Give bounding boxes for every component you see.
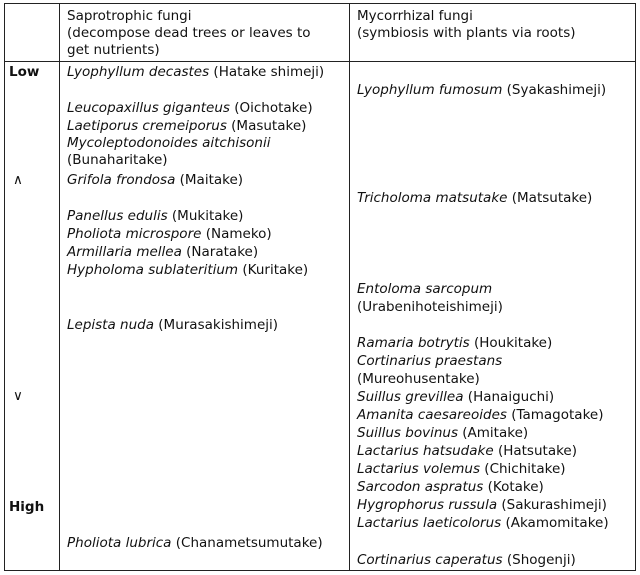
saprotrophic-header [67,8,311,59]
mycorrhizal-entry [357,551,576,569]
mycorrhizal-entry [357,460,566,478]
fungi-table [4,3,636,571]
common-name: (Urabenihoteishimeji) [357,299,503,315]
scientific-name: Laetiporus cremeiporus [67,118,227,134]
common-name: (Murasakishimeji) [154,317,279,333]
common-name: (Hatake shimeji) [209,64,325,80]
scale-down-symbol: ∨ [13,388,23,404]
mycorrhizal-entry [357,514,609,532]
scientific-name: Armillaria mellea [67,244,182,260]
scientific-name: Cortinarius caperatus [357,552,503,568]
scientific-name: Lyophyllum decastes [67,64,210,80]
scientific-name: Suillus grevillea [357,389,464,405]
scientific-name: Entoloma sarcopum [357,281,493,297]
common-name: (Amitake) [457,425,529,441]
common-name: (Nameko) [201,226,272,242]
mycorrhizal-entry [357,478,544,496]
mycorrhizal-entry [357,352,502,388]
mycorrhizal-header [357,8,576,42]
common-name: (Chichitake) [480,461,566,477]
saprotrophic-entry [67,261,308,279]
scientific-name: Lactarius volemus [357,461,481,477]
scientific-name: Lepista nuda [67,317,154,333]
saprotrophic-entry [67,225,272,243]
scientific-name: Sarcodon aspratus [357,479,484,495]
mycorrhizal-entry [357,388,554,406]
common-name: (Shogenji) [502,552,576,568]
mycorrhizal-entry [357,280,503,316]
header-divider [5,61,635,62]
mycorrhizal-entry [357,424,528,442]
common-name: (Houkitake) [469,335,553,351]
mycorrhizal-entry [357,496,607,514]
mycorrhizal-entry [357,442,577,460]
scientific-name: Pholiota lubrica [67,535,172,551]
common-name: (Mukitake) [167,208,244,224]
common-name: (Maitake) [175,172,244,188]
column-divider-1 [59,4,60,570]
scientific-name: Leucopaxillus giganteus [67,100,230,116]
scientific-name: Pholiota microspore [67,226,202,242]
scale-low-label: Low [9,64,40,80]
saprotrophic-entry [67,117,306,135]
common-name: (Hatsutake) [493,443,577,459]
common-name: (Bunaharitake) [67,152,168,168]
common-name: (Hanaiguchi) [463,389,555,405]
mycorrhizal-entry [357,81,606,99]
scientific-name: Lactarius laeticolorus [357,515,502,531]
common-name: (Sakurashimeji) [497,497,607,513]
common-name: (Masutake) [226,118,307,134]
saprotrophic-entry [67,99,313,117]
scientific-name: Grifola frondosa [67,172,176,188]
saprotrophic-entry [67,316,278,334]
scientific-name: Panellus edulis [67,208,168,224]
saprotrophic-desc-line2: get nutrients) [67,42,160,58]
scientific-name: Tricholoma matsutake [357,190,508,206]
scale-up-symbol: ∧ [13,172,23,188]
column-divider-2 [349,4,350,570]
mycorrhizal-entry [357,189,592,207]
mycorrhizal-desc: (symbiosis with plants via roots) [357,25,576,41]
scientific-name: Hygrophorus russula [357,497,498,513]
scientific-name: Amanita caesareoides [357,407,507,423]
common-name: (Naratake) [181,244,259,260]
common-name: (Chanametsumutake) [171,535,323,551]
common-name: (Tamagotake) [506,407,604,423]
scientific-name: Cortinarius praestans [357,353,503,369]
saprotrophic-entry [67,243,258,261]
common-name: (Akamomitake) [501,515,609,531]
saprotrophic-entry [67,534,323,552]
mycorrhizal-entry [357,334,552,352]
saprotrophic-entry [67,207,243,225]
scientific-name: Suillus bovinus [357,425,458,441]
common-name: (Oichotake) [229,100,313,116]
common-name: (Matsutake) [507,190,593,206]
saprotrophic-entry [67,171,243,189]
common-name: (Mureohusentake) [357,371,480,387]
saprotrophic-desc-line1: (decompose dead trees or leaves to [67,25,311,41]
scale-high-label: High [9,499,45,515]
common-name: (Syakashimeji) [502,82,607,98]
common-name: (Kuritake) [238,262,309,278]
saprotrophic-title: Saprotrophic fungi [67,8,192,24]
mycorrhizal-title: Mycorrhizal fungi [357,8,473,24]
common-name: (Kotake) [483,479,544,495]
saprotrophic-entry [67,135,271,169]
scientific-name: Hypholoma sublateritium [67,262,239,278]
saprotrophic-entry [67,63,324,81]
mycorrhizal-entry [357,406,603,424]
scientific-name: Lactarius hatsudake [357,443,494,459]
scientific-name: Mycoleptodonoides aitchisonii [67,135,271,151]
scientific-name: Lyophyllum fumosum [357,82,503,98]
scientific-name: Ramaria botrytis [357,335,470,351]
